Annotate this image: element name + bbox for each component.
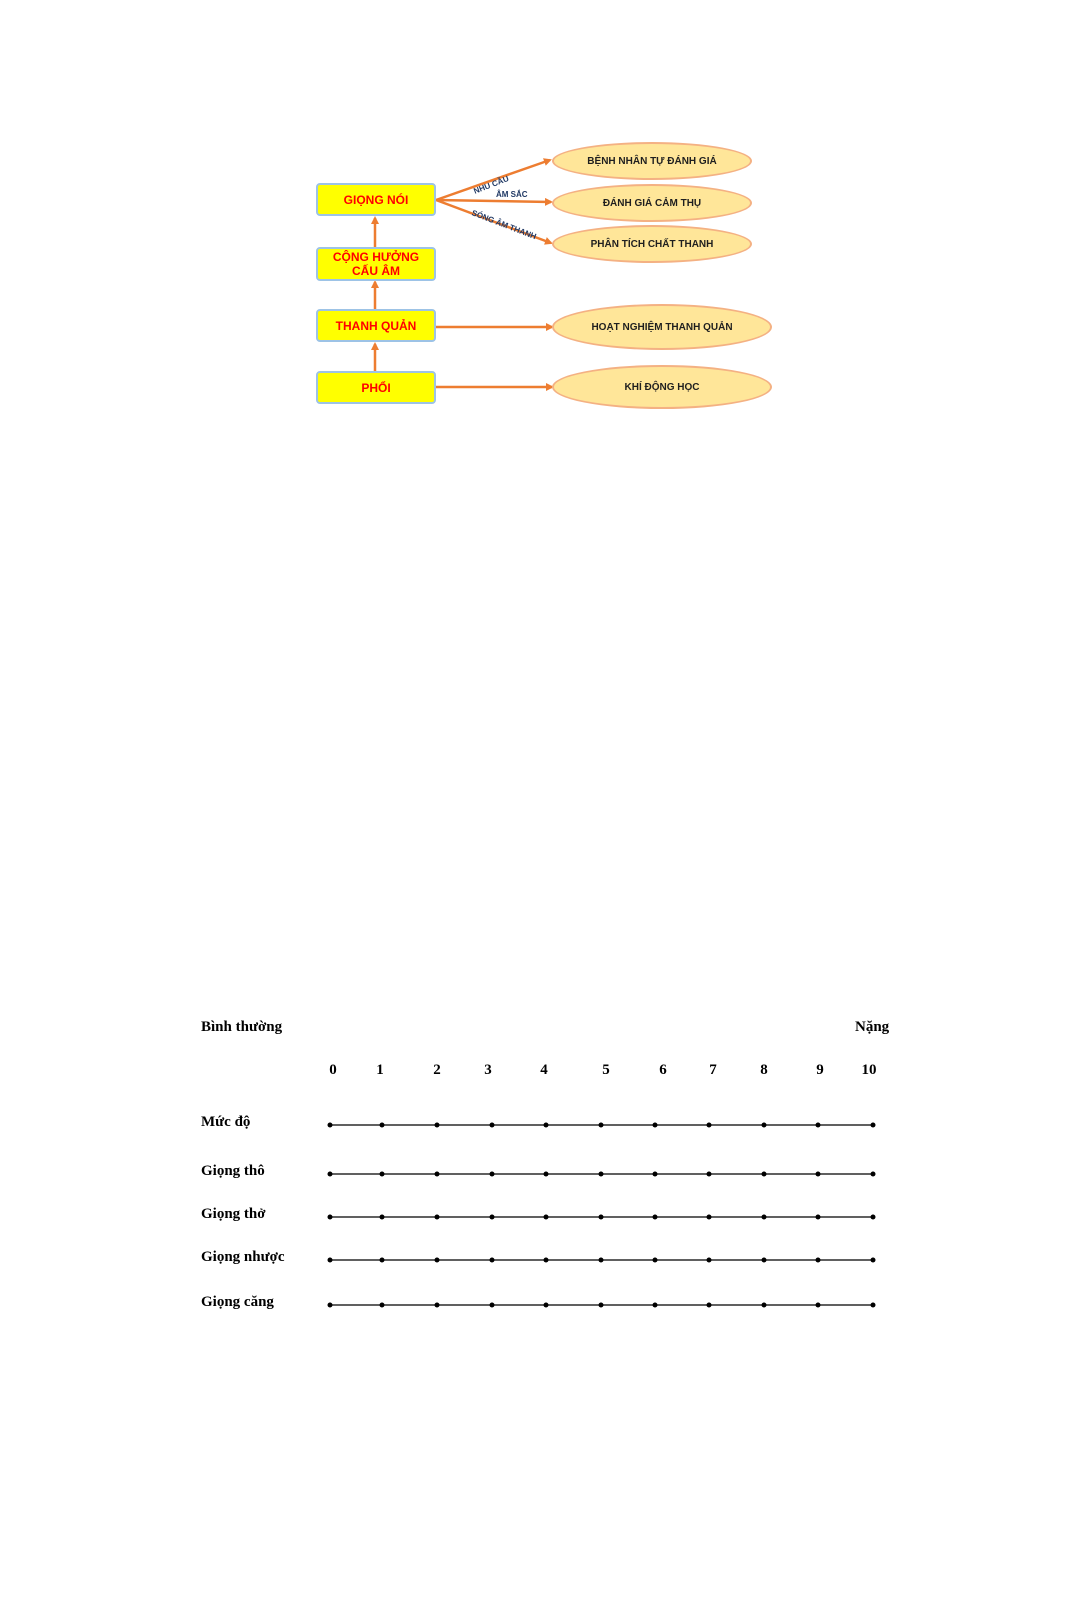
scale-dot-0[interactable] xyxy=(328,1215,333,1220)
scale-dot-3[interactable] xyxy=(490,1172,495,1177)
scale-dot-8[interactable] xyxy=(762,1258,767,1263)
ellipse-tu-danh-gia xyxy=(552,142,752,180)
scale-dot-1[interactable] xyxy=(380,1303,385,1308)
scale-dot-3[interactable] xyxy=(490,1123,495,1128)
tick-number-10: 10 xyxy=(861,1062,877,1078)
scale-dot-6[interactable] xyxy=(653,1172,658,1177)
tick-number-3: 3 xyxy=(484,1062,492,1078)
scale-dot-4[interactable] xyxy=(544,1172,549,1177)
scale-dot-0[interactable] xyxy=(328,1123,333,1128)
arrow-label-am-sac: ÂM SẮC xyxy=(496,190,528,199)
scale-dot-6[interactable] xyxy=(653,1258,658,1263)
ellipse-cam-thu-label: ĐÁNH GIÁ CẢM THỤ xyxy=(602,197,702,209)
tick-number-9: 9 xyxy=(816,1062,824,1078)
scale-dot-7[interactable] xyxy=(707,1123,712,1128)
scale-dot-8[interactable] xyxy=(762,1303,767,1308)
scale-left-label: Bình thường xyxy=(201,1019,283,1035)
scale-dot-3[interactable] xyxy=(490,1303,495,1308)
ellipse-cam-thu xyxy=(552,184,752,222)
tick-number-4: 4 xyxy=(540,1062,548,1078)
scale-dot-8[interactable] xyxy=(762,1172,767,1177)
ellipse-khi-dong-hoc-label: KHÍ ĐỘNG HỌC xyxy=(624,381,700,393)
scale-dot-4[interactable] xyxy=(544,1123,549,1128)
scale-dot-10[interactable] xyxy=(871,1123,876,1128)
ellipse-hoat-nghiem-label: HOẠT NGHIỆM THANH QUẢN xyxy=(591,321,733,333)
scale-dot-8[interactable] xyxy=(762,1215,767,1220)
ellipse-tu-danh-gia-label: BỆNH NHÂN TỰ ĐÁNH GIÁ xyxy=(587,155,717,167)
tick-number-0: 0 xyxy=(329,1062,337,1078)
box-cong-huong-cau-am xyxy=(316,247,436,281)
scale-dot-5[interactable] xyxy=(599,1172,604,1177)
scale-dot-6[interactable] xyxy=(653,1215,658,1220)
scale-dot-5[interactable] xyxy=(599,1258,604,1263)
tick-number-6: 6 xyxy=(659,1062,667,1078)
scale-dot-10[interactable] xyxy=(871,1303,876,1308)
box-giong-noi-label: GIỌNG NÓI xyxy=(343,192,409,207)
scale-dot-1[interactable] xyxy=(380,1258,385,1263)
tick-number-8: 8 xyxy=(760,1062,768,1078)
arrow-label-nhu-cau: NHU CẦU xyxy=(472,174,511,196)
scale-dot-7[interactable] xyxy=(707,1303,712,1308)
scale-dot-3[interactable] xyxy=(490,1258,495,1263)
arrow-giong-noi-to-cam-thu xyxy=(436,200,551,202)
scale-dot-7[interactable] xyxy=(707,1215,712,1220)
scale-dot-9[interactable] xyxy=(816,1123,821,1128)
tick-number-2: 2 xyxy=(433,1062,441,1078)
scale-dot-2[interactable] xyxy=(435,1303,440,1308)
arrow-label-song-am-thanh: SÓNG ÂM THANH xyxy=(470,208,538,242)
scale-row-label: Giọng căng xyxy=(201,1294,274,1310)
scale-dot-9[interactable] xyxy=(816,1303,821,1308)
scale-dot-3[interactable] xyxy=(490,1215,495,1220)
scale-dot-2[interactable] xyxy=(435,1172,440,1177)
scale-dot-4[interactable] xyxy=(544,1258,549,1263)
scale-dot-7[interactable] xyxy=(707,1172,712,1177)
scale-dot-5[interactable] xyxy=(599,1215,604,1220)
ellipse-hoat-nghiem-thanh-quan xyxy=(552,304,772,350)
box-giong-noi xyxy=(316,183,436,216)
box-cong-huong-label-line2: CẤU ÂM xyxy=(351,264,400,278)
box-phoi-label: PHỔI xyxy=(361,380,391,395)
diagram-arrows xyxy=(0,0,1090,430)
scale-row-label: Giọng nhược xyxy=(201,1249,285,1265)
scale-dot-10[interactable] xyxy=(871,1215,876,1220)
scale-dot-2[interactable] xyxy=(435,1215,440,1220)
scale-dot-1[interactable] xyxy=(380,1123,385,1128)
tick-number-5: 5 xyxy=(602,1062,610,1078)
scale-dot-6[interactable] xyxy=(653,1123,658,1128)
scale-dot-9[interactable] xyxy=(816,1215,821,1220)
scale-dot-4[interactable] xyxy=(544,1303,549,1308)
scale-dot-6[interactable] xyxy=(653,1303,658,1308)
ellipse-chat-thanh xyxy=(552,225,752,263)
scale-dot-8[interactable] xyxy=(762,1123,767,1128)
scale-row-label: Giọng thở xyxy=(201,1206,266,1222)
ellipse-chat-thanh-label: PHÂN TÍCH CHẤT THANH xyxy=(590,238,714,250)
scale-dot-10[interactable] xyxy=(871,1258,876,1263)
scale-row-label: Giọng thô xyxy=(201,1163,265,1179)
scale-dot-9[interactable] xyxy=(816,1172,821,1177)
scale-dot-2[interactable] xyxy=(435,1258,440,1263)
scale-dot-10[interactable] xyxy=(871,1172,876,1177)
scale-dot-1[interactable] xyxy=(380,1172,385,1177)
scale-dot-1[interactable] xyxy=(380,1215,385,1220)
ellipse-khi-dong-hoc xyxy=(552,365,772,409)
scale-dot-5[interactable] xyxy=(599,1303,604,1308)
scale-dot-0[interactable] xyxy=(328,1303,333,1308)
box-cong-huong-label-line1: CỘNG HƯỞNG xyxy=(332,250,420,264)
scale-dot-9[interactable] xyxy=(816,1258,821,1263)
voice-assessment-diagram xyxy=(0,0,1090,430)
tick-number-1: 1 xyxy=(376,1062,384,1078)
box-phoi xyxy=(316,371,436,404)
tick-number-7: 7 xyxy=(709,1062,717,1078)
scale-dot-5[interactable] xyxy=(599,1123,604,1128)
scale-dot-0[interactable] xyxy=(328,1258,333,1263)
scale-dot-0[interactable] xyxy=(328,1172,333,1177)
scale-dot-7[interactable] xyxy=(707,1258,712,1263)
scale-row-label: Mức độ xyxy=(201,1114,251,1130)
scale-right-label: Nặng xyxy=(855,1019,890,1035)
box-thanh-quan-label: THANH QUẢN xyxy=(335,318,417,333)
scale-dot-4[interactable] xyxy=(544,1215,549,1220)
box-thanh-quan xyxy=(316,309,436,342)
scale-dot-2[interactable] xyxy=(435,1123,440,1128)
